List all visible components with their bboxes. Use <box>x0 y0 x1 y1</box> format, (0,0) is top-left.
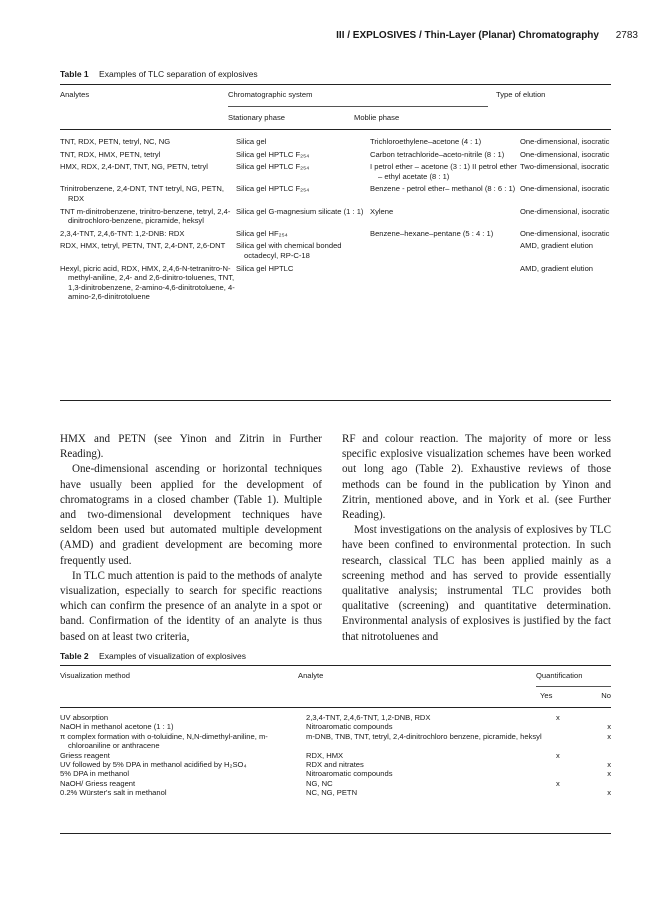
table1-row <box>60 207 611 226</box>
table1-header-system: Chromatographic system <box>228 90 313 99</box>
table2-caption: Examples of visualization of explosives <box>99 651 246 661</box>
table2-row <box>60 769 611 778</box>
table2-cell-yes <box>552 788 600 797</box>
table1-cell-analytes: 2,3,4-TNT, 2,4,6-TNT: 1,2-DNB: RDX <box>60 228 185 238</box>
table2-header-quant: Quantification <box>536 671 583 680</box>
table2-cell-yes <box>552 769 600 778</box>
table2-row <box>60 779 611 788</box>
table1-header-elution: Type of elution <box>496 90 546 99</box>
table1-row <box>60 162 611 181</box>
table1-cell-elution: AMD, gradient elution <box>520 263 594 273</box>
table2-header-analyte: Analyte <box>298 671 324 680</box>
table2-cell-no: x <box>607 788 611 798</box>
table2-row <box>60 722 611 731</box>
table2-header-rule <box>60 707 611 708</box>
table2-cell-analyte: Nitroaromatic compounds <box>306 769 393 779</box>
table1-cell-analytes: TNT m-dinitrobenzene, trinitro-benzene, tetryl, 2,4-dinitrochloro-benzene, picramide, heksyl <box>60 206 231 226</box>
table1-cell-elution: AMD, gradient elution <box>520 241 594 251</box>
table1-cell-stationary: Silica gel HPTLC F₂₅₄ <box>236 184 310 194</box>
table2-cell-method: UV followed by 5% DPA in methanol acidified by H₂SO₄ <box>60 760 247 770</box>
table2-cell-yes: x <box>556 750 560 760</box>
table1-cell-analytes: RDX, HMX, tetryl, PETN, TNT, 2,4-DNT, 2,6-DNT <box>60 241 226 251</box>
table1-header <box>60 90 611 100</box>
table1-cell-mobile: Benzene - petrol ether– methanol (8 : 6 : 1) <box>370 184 516 194</box>
table1-row <box>60 229 611 239</box>
table1-header-mobile: Moblie phase <box>354 113 400 122</box>
table1-header-rule <box>60 129 611 130</box>
table2-cell-no: x <box>607 760 611 770</box>
table1-cell-stationary: Silica gel HPTLC <box>236 263 294 273</box>
table1-cell-stationary: Silica gel HPTLC F₂₅₄ <box>236 149 310 159</box>
table2-cell-analyte: RDX and nitrates <box>306 760 364 770</box>
table2-label: Table 2 <box>60 651 89 661</box>
table1-cell-stationary: Silica gel <box>236 137 267 146</box>
body-right-para-1: RF and colour reaction. The majority of more or less specific explosive visualization schemes have been worked out long ago (Table 2). Exhaustive reviews of those methods can be found in the publication by Yinon and Zitrin, mentioned above, and in York et al. (see Further Reading). <box>342 433 611 522</box>
table1-row <box>60 264 611 302</box>
table2-cell-method: 5% DPA in methanol <box>60 769 130 779</box>
table1-cell-elution: One-dimensional, isocratic <box>520 184 610 194</box>
table2-cell-no: x <box>607 769 611 779</box>
table1-cell-stationary: Silica gel HPTLC F₂₅₄ <box>236 162 310 172</box>
table2-cell-method: NaOH/ Griess reagent <box>60 778 136 788</box>
table2-cell-no <box>600 779 611 788</box>
table2-cell-yes: x <box>556 778 560 788</box>
table1-row <box>60 137 611 147</box>
table1-cell-stationary: Silica gel with chemical bonded octadecyl, RP-C-18 <box>236 241 342 260</box>
table1-caption: Examples of TLC separation of explosives <box>99 69 258 79</box>
running-head <box>336 30 638 41</box>
table1-cell-stationary: Silica gel HF₂₅₄ <box>236 228 288 238</box>
table1-top-rule <box>60 84 611 85</box>
table2-cell-method: 0.2% Würster's salt in methanol <box>60 788 167 798</box>
table2-row <box>60 713 611 722</box>
table2-cell-yes <box>552 760 600 769</box>
table1-cell-mobile: Xylene <box>370 206 394 216</box>
table1-cell-mobile <box>370 241 520 260</box>
table2-cell-method: π complex formation with o-toluidine, N,N-dimethyl-aniline, m-chloroaniline or anthracene <box>60 731 268 751</box>
table2-cell-no: x <box>607 722 611 732</box>
table2-cell-no <box>600 751 611 760</box>
table2-cell-yes <box>552 732 600 751</box>
table1-cell-stationary: Silica gel G-magnesium silicate (1 : 1) <box>236 206 364 216</box>
table2-cell-analyte: 2,3,4-TNT, 2,4,6-TNT, 1,2-DNB, RDX <box>306 713 431 722</box>
table1-header-stationary: Stationary phase <box>228 113 285 122</box>
body-right-column <box>342 432 611 645</box>
table2-cell-analyte: NC, NG, PETN <box>306 788 358 798</box>
running-head-section: III / EXPLOSIVES / Thin-Layer (Planar) Chromatography <box>336 30 599 41</box>
table1-row <box>60 184 611 203</box>
table2-title <box>60 651 246 661</box>
table1-row <box>60 150 611 160</box>
table1-body <box>60 137 611 305</box>
table2-row <box>60 751 611 760</box>
body-left-column <box>60 432 322 645</box>
table1-row <box>60 241 611 260</box>
table2-cell-analyte: NG, NC <box>306 778 333 788</box>
table2-row <box>60 760 611 769</box>
table2-body <box>60 713 611 798</box>
table1-bottom-rule <box>60 400 611 401</box>
table1-cell-mobile <box>370 264 520 302</box>
body-right-para-2: Most investigations on the analysis of explosives by TLC have been confined to environmental protection. In such research, classical TLC has been applied mainly as a screening method and has served to provide essentially qualitative analysis; instrumental TLC provides both qualitative (screening) and quantitative determination. Environmental analysis of explosives is justified by the fact that nitrotoluenes and <box>342 524 611 643</box>
table1-cell-mobile: Benzene–hexane–pentane (5 : 4 : 1) <box>370 228 494 238</box>
table1-cell-mobile: I petrol ether – acetone (3 : 1) II petrol ether – ethyl acetate (8 : 1) <box>370 162 517 181</box>
table2-cell-yes: x <box>556 713 560 722</box>
table1-cell-elution: One-dimensional, isocratic <box>520 206 610 216</box>
table2-cell-analyte: Nitroaromatic compounds <box>306 722 393 732</box>
table2-header <box>60 671 611 680</box>
table1-subheader <box>60 113 611 123</box>
table1-cell-elution: Two-dimensional, isocratic <box>520 162 610 172</box>
table1-system-rule <box>228 106 488 107</box>
table1-cell-elution: One-dimensional, isocratic <box>520 149 610 159</box>
table1-cell-analytes: TNT, RDX, HMX, PETN, tetryl <box>60 149 161 159</box>
table1-cell-mobile: Carbon tetrachloride–aceto-nitrile (8 : 1) <box>370 149 505 159</box>
table1-cell-mobile: Trichloroethylene–acetone (4 : 1) <box>370 137 482 146</box>
table2-row <box>60 732 611 751</box>
table2-cell-yes <box>552 722 600 731</box>
table1-cell-analytes: Hexyl, picric acid, RDX, HMX, 2,4,6-N-tetranitro-N-methyl-aniline, 2,4- and 2,6-dinitro-toluenes, TNT, 1,3-dinitrobenzene, 2-amino-4,6-dinitrotoluene, 4-amino-2,6-dinitrotoluene <box>60 263 235 302</box>
table2-cell-analyte: RDX, HMX <box>306 750 344 760</box>
table1-label: Table 1 <box>60 69 89 79</box>
table2-header-no: No <box>601 691 611 700</box>
table2-header-yes: Yes <box>540 691 553 700</box>
table2-cell-analyte: m-DNB, TNB, TNT, tetryl, 2,4-dinitrochloro benzene, picramide, heksyl <box>306 731 542 741</box>
table2-cell-method: Griess reagent <box>60 750 110 760</box>
body-left-para-3: In TLC much attention is paid to the methods of analyte visualization, especially to search for specific reactions which can confirm the presence of an analyte in a spot or band. Confirmation of the identity of an analyte is thus based on at least two criteria, <box>60 569 322 643</box>
table2-cell-method: UV absorption <box>60 713 109 722</box>
table1-cell-elution: One-dimensional, isocratic <box>520 228 610 238</box>
table2-subheader <box>60 691 611 700</box>
table2-quant-rule <box>536 686 611 687</box>
table2-cell-method: NaOH in methanol acetone (1 : 1) <box>60 722 174 732</box>
table2-header-method: Visualization method <box>60 671 130 680</box>
table1-title <box>60 69 258 79</box>
table1-cell-analytes: TNT, RDX, PETN, tetryl, NC, NG <box>60 137 171 146</box>
table2-cell-no: x <box>607 731 611 741</box>
table2-row <box>60 788 611 797</box>
table1-cell-analytes: HMX, RDX, 2,4-DNT, TNT, NG, PETN, tetryl <box>60 162 208 172</box>
table2-top-rule <box>60 665 611 666</box>
body-left-para-2: One-dimensional ascending or horizontal techniques have usually been applied for the development of chromatograms in a closed chamber (Table 1). Multiple and two-dimensional development techniques have seldom been used but automated multiple development (AMD) and gradient development are becoming more frequently used. <box>60 463 322 567</box>
body-left-para-1: HMX and PETN (see Yinon and Zitrin in Further Reading). <box>60 433 322 461</box>
table2-bottom-rule <box>60 833 611 834</box>
table1-header-analytes: Analytes <box>60 90 90 99</box>
page-number: 2783 <box>615 30 638 41</box>
table2-cell-no <box>600 713 611 722</box>
table1-cell-analytes: Trinitrobenzene, 2,4-DNT, TNT tetryl, NG, PETN, RDX <box>60 184 225 203</box>
table1-cell-elution: One-dimensional, isocratic <box>520 137 610 146</box>
